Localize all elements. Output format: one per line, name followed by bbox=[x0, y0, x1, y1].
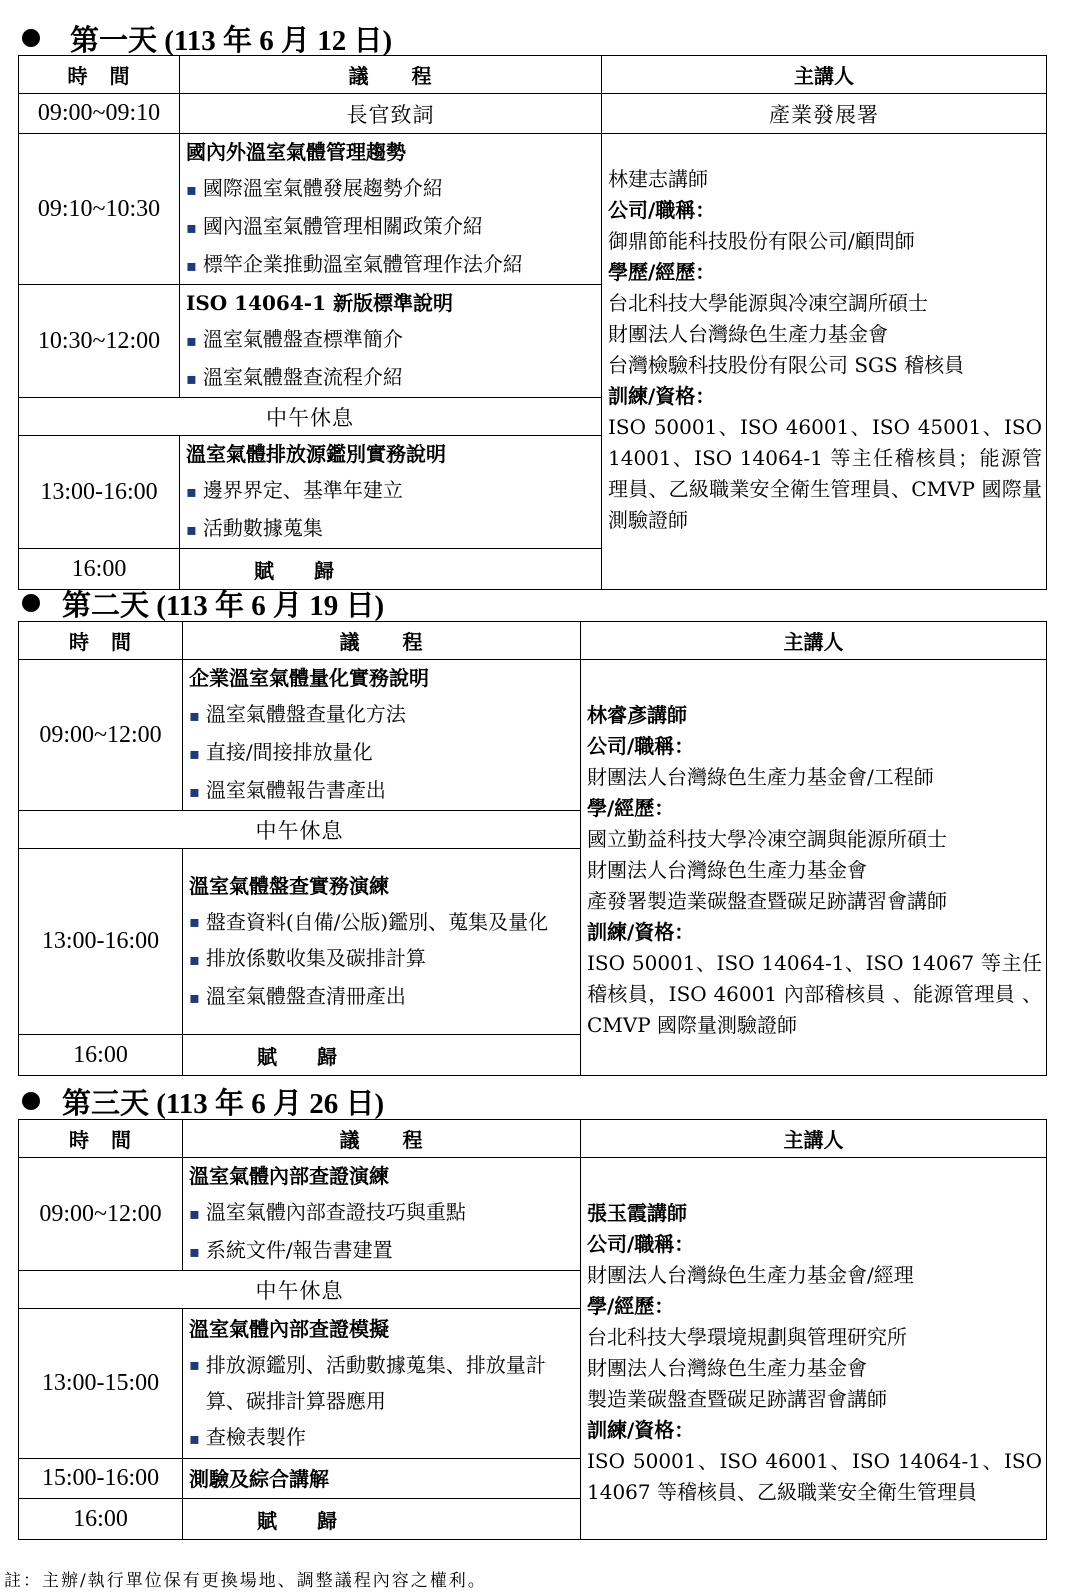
square-bullet-icon: ▪ bbox=[189, 1354, 200, 1374]
day2-title bbox=[18, 583, 384, 623]
agenda-cell: 測驗及綜合講解 bbox=[183, 1459, 581, 1499]
header-agenda: 議 程 bbox=[183, 1120, 581, 1158]
agenda-heading: ISO 14064-1 新版標準說明 bbox=[186, 291, 453, 315]
day1-schedule-table bbox=[18, 55, 1047, 590]
agenda-cell bbox=[183, 660, 581, 811]
square-bullet-icon: ▪ bbox=[186, 520, 197, 539]
square-bullet-icon: ▪ bbox=[189, 949, 200, 969]
square-bullet-icon: ▪ bbox=[189, 1242, 200, 1261]
header-time: 時 間 bbox=[19, 56, 180, 94]
speaker-name: 林睿彥講師 bbox=[587, 703, 687, 727]
time-cell: 16:00 bbox=[19, 549, 180, 590]
header-time: 時 間 bbox=[19, 1120, 183, 1158]
agenda-item: ▪ 查檢表製作 bbox=[189, 1424, 306, 1449]
certification-label: 訓練/資格： bbox=[608, 384, 716, 408]
agenda-item: ▪ 邊界界定、基準年建立 bbox=[186, 478, 403, 502]
speaker-name: 張玉霞講師 bbox=[587, 1201, 687, 1225]
lunch-break: 中午休息 bbox=[19, 1271, 581, 1309]
company-label: 公司/職稱： bbox=[587, 734, 695, 758]
education-label: 學/經歷： bbox=[587, 796, 675, 820]
agenda-cell bbox=[183, 1309, 581, 1459]
header-speaker: 主講人 bbox=[581, 622, 1047, 660]
time-cell: 13:00-16:00 bbox=[19, 849, 183, 1035]
agenda-cell bbox=[180, 285, 602, 398]
day3-title-text: 第三天 (113 年 6 月 26 日) bbox=[62, 1087, 385, 1120]
day1-title-text: 第一天 (113 年 6 月 12 日) bbox=[70, 24, 393, 57]
speaker-org-cell: 產業發展署 bbox=[602, 94, 1047, 134]
education-line: 財團法人台灣綠色生產力基金會 bbox=[587, 858, 867, 882]
square-bullet-icon: ▪ bbox=[186, 331, 197, 350]
agenda-item: ▪ 國內溫室氣體管理相關政策介紹 bbox=[186, 214, 483, 238]
square-bullet-icon: ▪ bbox=[186, 369, 197, 388]
education-line: 國立勤益科技大學冷凍空調與能源所碩士 bbox=[587, 827, 947, 851]
time-cell: 09:00~12:00 bbox=[19, 1158, 183, 1271]
time-cell: 13:00-15:00 bbox=[19, 1309, 183, 1459]
lunch-break: 中午休息 bbox=[19, 398, 602, 436]
agenda-cell bbox=[183, 1158, 581, 1271]
agenda-heading: 溫室氣體內部查證模擬 bbox=[189, 1316, 389, 1341]
agenda-heading: 溫室氣體排放源鑑別實務說明 bbox=[186, 442, 446, 466]
agenda-item: ▪ 直接/間接排放量化 bbox=[189, 740, 373, 764]
agenda-cell: 賦 歸 bbox=[180, 549, 602, 590]
square-bullet-icon: ▪ bbox=[189, 987, 200, 1007]
agenda-item: ▪ 系統文件/報告書建置 bbox=[189, 1238, 393, 1262]
square-bullet-icon: ▪ bbox=[189, 911, 200, 931]
agenda-item: ▪ 國際溫室氣體發展趨勢介紹 bbox=[186, 176, 443, 200]
agenda-item: ▪ 標竿企業推動溫室氣體管理作法介紹 bbox=[186, 252, 523, 276]
company-text: 御鼎節能科技股份有限公司/顧問師 bbox=[608, 229, 915, 253]
speaker-cell bbox=[581, 660, 1047, 1076]
education-label: 學/經歷： bbox=[587, 1294, 675, 1318]
square-bullet-icon: ▪ bbox=[186, 482, 197, 501]
agenda-cell: 賦 歸 bbox=[183, 1035, 581, 1076]
agenda-cell: 賦 歸 bbox=[183, 1499, 581, 1540]
agenda-heading: 企業溫室氣體量化實務說明 bbox=[189, 666, 429, 690]
time-cell: 09:10~10:30 bbox=[19, 134, 180, 285]
time-cell: 15:00-16:00 bbox=[19, 1459, 183, 1499]
agenda-cell bbox=[183, 849, 581, 1035]
time-cell: 10:30~12:00 bbox=[19, 285, 180, 398]
day2-schedule-table bbox=[18, 621, 1047, 1076]
square-bullet-icon: ▪ bbox=[186, 218, 197, 237]
square-bullet-icon: ▪ bbox=[189, 1428, 200, 1448]
agenda-item: ▪ 溫室氣體盤查量化方法 bbox=[189, 702, 406, 726]
bullet-icon bbox=[22, 594, 40, 612]
time-cell: 16:00 bbox=[19, 1499, 183, 1540]
agenda-item: ▪ 溫室氣體盤查清冊產出 bbox=[189, 983, 406, 1008]
education-line: 產發署製造業碳盤查暨碳足跡講習會講師 bbox=[587, 889, 947, 913]
agenda-item: ▪ 盤查資料(自備/公版)鑑別、蒐集及量化 bbox=[189, 904, 580, 940]
day3-schedule-table bbox=[18, 1119, 1047, 1540]
lunch-break: 中午休息 bbox=[19, 811, 581, 849]
agenda-item: ▪ 溫室氣體盤查流程介紹 bbox=[186, 365, 403, 389]
certification-label: 訓練/資格： bbox=[587, 1418, 695, 1442]
speaker-name: 林建志講師 bbox=[608, 167, 708, 191]
education-line: 台灣檢驗科技股份有限公司 SGS 稽核員 bbox=[608, 353, 965, 377]
header-time: 時 間 bbox=[19, 622, 183, 660]
agenda-heading: 溫室氣體內部查證演練 bbox=[189, 1164, 389, 1188]
header-agenda: 議 程 bbox=[180, 56, 602, 94]
time-cell: 16:00 bbox=[19, 1035, 183, 1076]
agenda-heading: 溫室氣體盤查實務演練 bbox=[189, 873, 389, 898]
time-cell: 09:00~09:10 bbox=[19, 94, 180, 134]
agenda-item: ▪ 活動數據蒐集 bbox=[186, 516, 323, 540]
bullet-icon bbox=[22, 1092, 40, 1110]
time-cell: 13:00-16:00 bbox=[19, 436, 180, 549]
education-line: 台北科技大學環境規劃與管理研究所 bbox=[587, 1325, 907, 1349]
certification-label: 訓練/資格： bbox=[587, 920, 695, 944]
header-agenda: 議 程 bbox=[183, 622, 581, 660]
day3-title bbox=[18, 1081, 384, 1121]
agenda-cell bbox=[180, 436, 602, 549]
certification-text: ISO 50001、ISO 14064-1、ISO 14067 等主任稽核員，ISO 46001 內部稽核員 、能源管理員 、CMVP 國際量測驗證師 bbox=[587, 951, 1042, 1037]
footnote: 註：主辦/執行單位保有更換場地、調整議程內容之權利。 bbox=[4, 1571, 487, 1591]
agenda-heading: 國內外溫室氣體管理趨勢 bbox=[186, 140, 406, 164]
company-label: 公司/職稱： bbox=[608, 198, 716, 222]
company-text: 財團法人台灣綠色生產力基金會/經理 bbox=[587, 1263, 914, 1287]
certification-text: ISO 50001、ISO 46001、ISO 14064-1、ISO 14067 等稽核員、乙級職業安全衛生管理員 bbox=[587, 1449, 1042, 1504]
header-speaker: 主講人 bbox=[602, 56, 1047, 94]
education-line: 財團法人台灣綠色生產力基金會 bbox=[608, 322, 888, 346]
education-line: 財團法人台灣綠色生產力基金會 bbox=[587, 1356, 867, 1380]
speaker-cell bbox=[602, 134, 1047, 590]
day2-title-text: 第二天 (113 年 6 月 19 日) bbox=[62, 589, 385, 622]
time-cell: 09:00~12:00 bbox=[19, 660, 183, 811]
square-bullet-icon: ▪ bbox=[189, 1204, 200, 1223]
agenda-item: ▪ 溫室氣體內部查證技巧與重點 bbox=[189, 1200, 466, 1224]
square-bullet-icon: ▪ bbox=[186, 256, 197, 275]
agenda-item: ▪ 排放源鑑別、活動數據蒐集、排放量計算、碳排計算器應用 bbox=[189, 1347, 580, 1419]
certification-text: ISO 50001、ISO 46001、ISO 45001、ISO 14001、ISO 14064-1 等主任稽核員；能源管理員、乙級職業安全衛生管理員、CMVP 國際量測驗證師 bbox=[608, 415, 1042, 532]
company-label: 公司/職稱： bbox=[587, 1232, 695, 1256]
header-speaker: 主講人 bbox=[581, 1120, 1047, 1158]
company-text: 財團法人台灣綠色生產力基金會/工程師 bbox=[587, 765, 934, 789]
education-line: 製造業碳盤查暨碳足跡講習會講師 bbox=[587, 1387, 887, 1411]
square-bullet-icon: ▪ bbox=[189, 706, 200, 725]
speaker-cell bbox=[581, 1158, 1047, 1540]
agenda-cell: 長官致詞 bbox=[180, 94, 602, 134]
agenda-item: ▪ 溫室氣體報告書產出 bbox=[189, 778, 386, 802]
education-label: 學歷/經歷： bbox=[608, 260, 716, 284]
agenda-item: ▪ 排放係數收集及碳排計算 bbox=[189, 945, 426, 970]
bullet-icon bbox=[22, 29, 40, 47]
square-bullet-icon: ▪ bbox=[186, 180, 197, 199]
agenda-item: ▪ 溫室氣體盤查標準簡介 bbox=[186, 327, 403, 351]
day1-title bbox=[18, 18, 392, 58]
square-bullet-icon: ▪ bbox=[189, 744, 200, 763]
education-line: 台北科技大學能源與冷凍空調所碩士 bbox=[608, 291, 928, 315]
square-bullet-icon: ▪ bbox=[189, 782, 200, 801]
agenda-cell bbox=[180, 134, 602, 285]
